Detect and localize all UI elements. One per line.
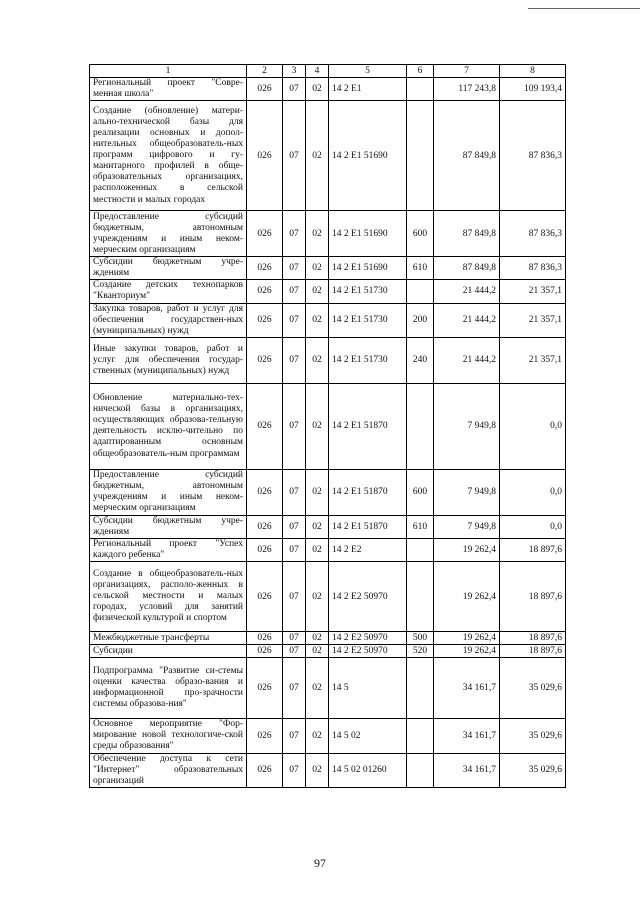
table-row [90, 515, 566, 538]
subsection-code-cell: 02 [306, 539, 329, 562]
page-number: 97 [314, 856, 326, 870]
fact-amount-cell: 21 357,1 [500, 303, 566, 337]
section-code-cell: 07 [283, 562, 306, 632]
section-code-cell: 07 [283, 632, 306, 645]
target-code-cell: 14 2 E2 50970 [329, 645, 407, 658]
section-code-cell: 07 [283, 719, 306, 753]
admin-code-cell: 026 [247, 515, 283, 538]
expense-type-cell [407, 383, 434, 469]
table-row [90, 469, 566, 515]
row-name-cell: Основное мероприятие "Фор-мирование новой технологиче-ской среды образования" [90, 719, 247, 753]
target-code-cell: 14 5 02 [329, 719, 407, 753]
header-cell: 2 [247, 65, 283, 78]
fact-amount-cell: 21 357,1 [500, 337, 566, 383]
section-code-cell: 07 [283, 515, 306, 538]
row-name-cell: Создание в общеобразователь-ных организациях, располо-женных в сельской местности и малых городах, условий для занятий физической культурой и спортом [90, 562, 247, 632]
plan-amount-cell: 7 949,8 [434, 383, 500, 469]
row-name-cell: Субсидии бюджетным учре-ждениям [90, 515, 247, 538]
subsection-code-cell: 02 [306, 562, 329, 632]
subsection-code-cell: 02 [306, 515, 329, 538]
header-row [90, 65, 566, 78]
target-code-cell: 14 2 E1 51690 [329, 211, 407, 257]
admin-code-cell: 026 [247, 280, 283, 303]
plan-amount-cell: 87 849,8 [434, 257, 500, 280]
admin-code-cell: 026 [247, 303, 283, 337]
header-cell: 6 [407, 65, 434, 78]
table-row [90, 303, 566, 337]
expense-type-cell: 600 [407, 469, 434, 515]
table-row [90, 257, 566, 280]
plan-amount-cell: 87 849,8 [434, 211, 500, 257]
section-code-cell: 07 [283, 337, 306, 383]
fact-amount-cell: 18 897,6 [500, 645, 566, 658]
fact-amount-cell: 35 029,6 [500, 658, 566, 719]
subsection-code-cell: 02 [306, 211, 329, 257]
plan-amount-cell: 19 262,4 [434, 562, 500, 632]
admin-code-cell: 026 [247, 78, 283, 101]
target-code-cell: 14 2 E1 [329, 78, 407, 101]
row-name-cell: Региональный проект "Совре-менная школа" [90, 78, 247, 101]
admin-code-cell: 026 [247, 211, 283, 257]
target-code-cell: 14 2 E2 50970 [329, 562, 407, 632]
subsection-code-cell: 02 [306, 658, 329, 719]
section-code-cell: 07 [283, 645, 306, 658]
plan-amount-cell: 34 161,7 [434, 719, 500, 753]
expense-type-cell: 240 [407, 337, 434, 383]
row-name-cell: Субсидии [90, 645, 247, 658]
expense-type-cell [407, 539, 434, 562]
table-row [90, 632, 566, 645]
target-code-cell: 14 2 E2 50970 [329, 632, 407, 645]
subsection-code-cell: 02 [306, 303, 329, 337]
admin-code-cell: 026 [247, 632, 283, 645]
row-name-cell: Предоставление субсидий бюджетным, автономным учреждениям и иным неком-мерческим организациям [90, 211, 247, 257]
table-row [90, 211, 566, 257]
row-name-cell: Предоставление субсидий бюджетным, автономным учреждениям и иным неком-мерческим организациям [90, 469, 247, 515]
target-code-cell: 14 2 E1 51730 [329, 303, 407, 337]
admin-code-cell: 026 [247, 383, 283, 469]
target-code-cell: 14 2 E1 51690 [329, 257, 407, 280]
row-name-cell: Обновление материально-тех-нической базы в организациях, осуществляющих образова-тельную деятельность исклю-чительно по адаптированным основным общеобразователь-ным программам [90, 383, 247, 469]
expense-type-cell [407, 562, 434, 632]
subsection-code-cell: 02 [306, 280, 329, 303]
plan-amount-cell: 34 161,7 [434, 753, 500, 787]
section-code-cell: 07 [283, 303, 306, 337]
plan-amount-cell: 87 849,8 [434, 101, 500, 211]
table-row [90, 101, 566, 211]
admin-code-cell: 026 [247, 539, 283, 562]
row-name-cell: Субсидии бюджетным учре-ждениям [90, 257, 247, 280]
fact-amount-cell: 0,0 [500, 469, 566, 515]
target-code-cell: 14 2 E1 51690 [329, 101, 407, 211]
row-name-cell: Иные закупки товаров, работ и услуг для обеспечения государ-ственных (муниципальных) нужд [90, 337, 247, 383]
subsection-code-cell: 02 [306, 101, 329, 211]
fact-amount-cell: 18 897,6 [500, 539, 566, 562]
table-row [90, 658, 566, 719]
subsection-code-cell: 02 [306, 78, 329, 101]
table-row [90, 753, 566, 787]
row-name-cell: Закупка товаров, работ и услуг для обеспечения государствен-ных (муниципальных) нужд [90, 303, 247, 337]
expense-type-cell: 610 [407, 515, 434, 538]
table-row [90, 719, 566, 753]
expense-type-cell: 600 [407, 211, 434, 257]
target-code-cell: 14 2 E1 51870 [329, 515, 407, 538]
target-code-cell: 14 5 02 01260 [329, 753, 407, 787]
subsection-code-cell: 02 [306, 753, 329, 787]
row-name-cell: Создание (обновление) матери-ально-технической базы для реализации основных и допол-нительных общеобразователь-ных программ цифрового и гу-манитарного профилей в обще-образовательных организациях, расположенных в сельской местности и малых городах [90, 101, 247, 211]
header-cell: 3 [283, 65, 306, 78]
admin-code-cell: 026 [247, 469, 283, 515]
section-code-cell: 07 [283, 280, 306, 303]
header-cell: 4 [306, 65, 329, 78]
section-code-cell: 07 [283, 101, 306, 211]
target-code-cell: 14 2 E1 51730 [329, 280, 407, 303]
header-cell: 5 [329, 65, 407, 78]
header-cell: 7 [434, 65, 500, 78]
table-row [90, 562, 566, 632]
target-code-cell: 14 2 E1 51870 [329, 469, 407, 515]
plan-amount-cell: 21 444,2 [434, 303, 500, 337]
plan-amount-cell: 21 444,2 [434, 280, 500, 303]
fact-amount-cell: 109 193,4 [500, 78, 566, 101]
fact-amount-cell: 0,0 [500, 383, 566, 469]
plan-amount-cell: 19 262,4 [434, 645, 500, 658]
subsection-code-cell: 02 [306, 257, 329, 280]
table-row [90, 383, 566, 469]
section-code-cell: 07 [283, 211, 306, 257]
admin-code-cell: 026 [247, 658, 283, 719]
expense-type-cell: 610 [407, 257, 434, 280]
target-code-cell: 14 5 [329, 658, 407, 719]
section-code-cell: 07 [283, 257, 306, 280]
subsection-code-cell: 02 [306, 469, 329, 515]
subsection-code-cell: 02 [306, 719, 329, 753]
expense-type-cell [407, 753, 434, 787]
fact-amount-cell: 35 029,6 [500, 719, 566, 753]
table-row [90, 337, 566, 383]
table-row [90, 280, 566, 303]
plan-amount-cell: 19 262,4 [434, 632, 500, 645]
expense-type-cell [407, 280, 434, 303]
expense-type-cell: 200 [407, 303, 434, 337]
header-cell: 1 [90, 65, 247, 78]
subsection-code-cell: 02 [306, 645, 329, 658]
expense-type-cell [407, 101, 434, 211]
section-code-cell: 07 [283, 469, 306, 515]
row-name-cell: Межбюджетные трансферты [90, 632, 247, 645]
expense-type-cell: 500 [407, 632, 434, 645]
table-row [90, 78, 566, 101]
plan-amount-cell: 19 262,4 [434, 539, 500, 562]
plan-amount-cell: 34 161,7 [434, 658, 500, 719]
subsection-code-cell: 02 [306, 632, 329, 645]
fact-amount-cell: 18 897,6 [500, 632, 566, 645]
expense-type-cell [407, 719, 434, 753]
plan-amount-cell: 117 243,8 [434, 78, 500, 101]
section-code-cell: 07 [283, 78, 306, 101]
table-row [90, 539, 566, 562]
subsection-code-cell: 02 [306, 383, 329, 469]
admin-code-cell: 026 [247, 719, 283, 753]
expense-type-cell [407, 658, 434, 719]
fact-amount-cell: 21 357,1 [500, 280, 566, 303]
fact-amount-cell: 35 029,6 [500, 753, 566, 787]
table-row [90, 645, 566, 658]
admin-code-cell: 026 [247, 101, 283, 211]
top-rule [528, 8, 640, 9]
row-name-cell: Региональный проект "Успех каждого ребенка" [90, 539, 247, 562]
section-code-cell: 07 [283, 539, 306, 562]
fact-amount-cell: 87 836,3 [500, 211, 566, 257]
admin-code-cell: 026 [247, 257, 283, 280]
section-code-cell: 07 [283, 753, 306, 787]
budget-table [89, 64, 566, 788]
target-code-cell: 14 2 E1 51870 [329, 383, 407, 469]
fact-amount-cell: 0,0 [500, 515, 566, 538]
admin-code-cell: 026 [247, 562, 283, 632]
expense-type-cell [407, 78, 434, 101]
section-code-cell: 07 [283, 383, 306, 469]
row-name-cell: Обеспечение доступа к сети "Интернет" образовательных организаций [90, 753, 247, 787]
subsection-code-cell: 02 [306, 337, 329, 383]
header-cell: 8 [500, 65, 566, 78]
section-code-cell: 07 [283, 658, 306, 719]
row-name-cell: Создание детских технопарков "Кванториум" [90, 280, 247, 303]
plan-amount-cell: 7 949,8 [434, 469, 500, 515]
target-code-cell: 14 2 E2 [329, 539, 407, 562]
admin-code-cell: 026 [247, 337, 283, 383]
row-name-cell: Подпрограмма "Развитие си-стемы оценки качества образо-вания и информационной про-зрачности системы образова-ния" [90, 658, 247, 719]
target-code-cell: 14 2 E1 51730 [329, 337, 407, 383]
fact-amount-cell: 18 897,6 [500, 562, 566, 632]
fact-amount-cell: 87 836,3 [500, 101, 566, 211]
plan-amount-cell: 21 444,2 [434, 337, 500, 383]
fact-amount-cell: 87 836,3 [500, 257, 566, 280]
expense-type-cell: 520 [407, 645, 434, 658]
admin-code-cell: 026 [247, 645, 283, 658]
plan-amount-cell: 7 949,8 [434, 515, 500, 538]
admin-code-cell: 026 [247, 753, 283, 787]
